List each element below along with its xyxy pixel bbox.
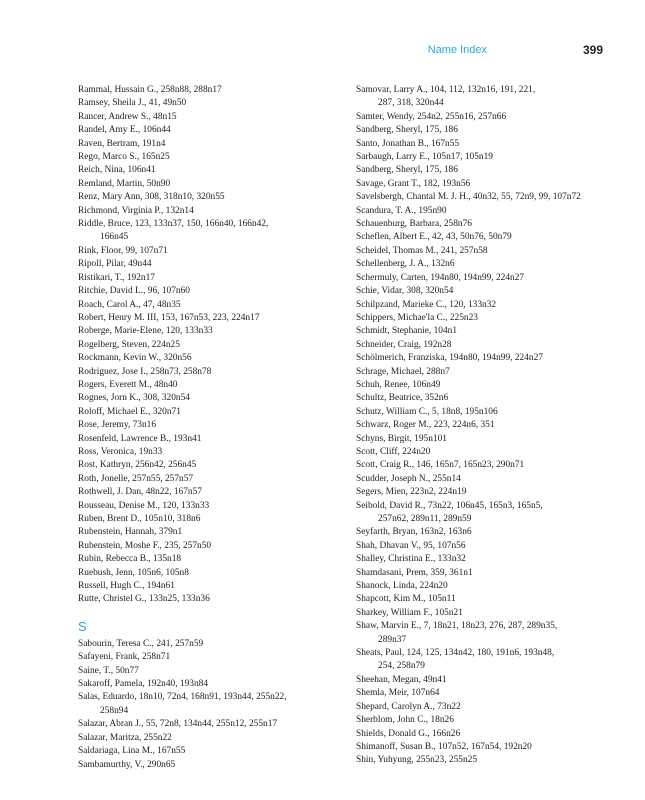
index-entry: Ristikari, T., 192n17	[78, 272, 155, 283]
index-entry: Schrage, Michael, 288n7	[356, 366, 450, 377]
index-entry: Scudder, Joseph N., 255n14	[356, 473, 461, 484]
index-entry: Renz, Mary Ann, 308, 318n10, 320n55	[78, 192, 225, 203]
index-entry: Santo, Jonathan B., 167n55	[356, 138, 460, 149]
page-number: 399	[582, 43, 603, 57]
index-entry: Russell, Hugh C., 194n61	[78, 581, 175, 592]
index-entry: Shemla, Meir, 107n64	[356, 688, 440, 699]
index-entry: Sheats, Paul, 124, 125, 134n42, 180, 191n6, 193n48,	[356, 648, 555, 659]
index-entry: Shalley, Christina E., 133n32	[356, 554, 466, 565]
index-entry: Shin, Yuhyung, 255n23, 255n25	[356, 755, 478, 766]
index-entry: Rockmann, Kevin W., 320n56	[78, 353, 192, 364]
index-entry: Schwarz, Roger M., 223, 224n6, 351	[356, 420, 495, 431]
index-entry: Rubin, Rebecca B., 135n18	[78, 554, 182, 565]
index-entry: Seyfarth, Bryan, 163n2, 163n6	[356, 527, 472, 538]
index-entry: Rost, Kathryn, 256n42, 256n45	[78, 460, 197, 471]
index-entry: Shepard, Carolyn A., 73n22	[356, 701, 461, 712]
index-entry: Sharkey, William F., 105n21	[356, 607, 463, 618]
index-entry: Schyns, Birgit, 195n101	[356, 433, 447, 444]
index-entry: Rodriguez, Jose I., 258n73, 258n78	[78, 366, 212, 377]
index-entry: Schauenburg, Barbara, 258n76	[356, 219, 472, 230]
index-entry: Ross, Veronica, 19n33	[78, 446, 163, 457]
index-entry: Randel, Amy E., 106n44	[78, 125, 171, 136]
right-entries-list	[356, 84, 618, 768]
index-entry: Rogers, Everett M., 48n40	[78, 379, 178, 390]
index-entry: Ruebush, Jenn, 105n6, 105n8	[78, 567, 189, 578]
index-entry: Rego, Marco S., 165n25	[78, 152, 170, 163]
index-entry: Savage, Grant T., 182, 193n56	[356, 178, 471, 189]
index-entry: Rothwell, J. Dan, 48n22, 167n57	[78, 487, 202, 498]
index-entry: Rancer, Andrew S., 48n15	[78, 111, 177, 122]
index-entry-continuation: 254, 258n79	[378, 661, 425, 672]
r-entries-list	[78, 84, 333, 607]
index-columns	[78, 84, 623, 774]
index-entry: Ramsey, Sheila J., 41, 49n50	[78, 98, 187, 109]
index-entry: Sherblom, John C., 18n26	[356, 715, 454, 726]
index-entry: Scott, Cliff, 224n20	[356, 446, 431, 457]
index-entry: Salas, Eduardo, 18n10, 72n4, 168n91, 193n44, 255n22,	[78, 692, 287, 703]
index-entry: Schneider, Craig, 192n28	[356, 339, 452, 350]
right-column	[356, 84, 618, 768]
index-entry-continuation: 287, 318, 320n44	[378, 98, 444, 109]
index-entry: Ruben, Brent D., 105n10, 318n6	[78, 514, 201, 524]
index-entry-continuation: 289n37	[378, 634, 407, 645]
index-entry: Schermuly, Carten, 194n80, 194n99, 224n27	[356, 272, 525, 283]
page-header	[0, 42, 645, 60]
index-entry: Scheflen, Albert E., 42, 43, 50n76, 50n79	[356, 232, 512, 243]
index-entry: Reich, Nina, 106n41	[78, 165, 156, 176]
index-entry: Sandberg, Sheryl, 175, 186	[356, 165, 458, 176]
index-entry: Ritchie, David L., 96, 107n60	[78, 286, 190, 297]
index-entry: Schölmerich, Franziska, 194n80, 194n99, 224n27	[356, 353, 543, 364]
index-entry: Schilpzand, Marieke C., 120, 133n32	[356, 299, 497, 310]
index-entry: Roloff, Michael E., 320n71	[78, 406, 181, 417]
index-entry: Samovar, Larry A., 104, 112, 132n16, 191, 221,	[356, 85, 536, 95]
index-entry: Rutte, Christel G., 133n25, 133n36	[78, 594, 210, 605]
index-entry: Savelsbergh, Chantal M. J. H., 40n32, 55, 72n9, 99, 107n72	[356, 192, 581, 203]
index-entry: Scandura, T. A., 195n90	[356, 205, 447, 216]
index-entry: Remland, Martin, 50n90	[78, 178, 171, 189]
index-entry: Schippers, Michae'la C., 225n23	[356, 312, 478, 323]
index-entry: Sabourin, Teresa C., 241, 257n59	[78, 638, 204, 649]
index-entry-continuation: 166n45	[100, 232, 129, 243]
index-entry: Segers, Mien, 223n2, 224n19	[356, 487, 467, 498]
index-entry: Richmond, Virginia P., 132n14	[78, 205, 194, 216]
index-entry: Raven, Bertram, 191n4	[78, 138, 166, 149]
section-title: Name Index	[427, 44, 487, 56]
index-entry: Schuh, Renee, 106n49	[356, 379, 441, 390]
index-entry-continuation: 258n94	[100, 705, 129, 716]
index-entry: Rose, Jeremy, 73n16	[78, 420, 157, 431]
index-entry: Saine, T., 50n77	[78, 665, 139, 676]
index-entry: Schmidt, Stephanie, 104n1	[356, 326, 458, 337]
index-entry-continuation: 257n62, 289n11, 289n59	[378, 514, 472, 524]
index-entry: Shaw, Marvin E., 7, 18n21, 18n23, 276, 287, 289n35,	[356, 621, 558, 632]
index-entry: Sakaroff, Pamela, 192n40, 193n84	[78, 679, 209, 690]
index-entry: Rogelberg, Steven, 224n25	[78, 339, 180, 350]
index-entry: Schultz, Beatrice, 352n6	[356, 393, 449, 404]
index-entry: Roach, Carol A., 47, 48n35	[78, 299, 181, 310]
index-entry: Riddle, Bruce, 123, 133n37, 150, 166n40, 166n42,	[78, 219, 269, 230]
s-entries-list	[78, 638, 333, 772]
index-entry: Rink, Floor, 99, 107n71	[78, 245, 168, 256]
index-entry: Sheehan, Megan, 49n41	[356, 674, 447, 685]
letter-heading-s: S	[78, 618, 87, 634]
index-entry: Robert, Henry M. III, 153, 167n53, 223, 224n17	[78, 312, 260, 323]
index-entry: Sarbaugh, Larry E., 105n17, 105n19	[356, 152, 493, 163]
index-entry: Sandberg, Sheryl, 175, 186	[356, 125, 458, 136]
index-entry: Schellenberg, J. A., 132n6	[356, 259, 455, 270]
index-entry: Safayeni, Frank, 258n71	[78, 652, 171, 663]
index-entry: Shanock, Linda, 224n20	[356, 581, 448, 592]
index-entry: Rognes, Jorn K., 308, 320n54	[78, 393, 190, 404]
index-entry: Rosenfeld, Lawrence B., 193n41	[78, 433, 202, 444]
index-entry: Rousseau, Denise M., 120, 133n33	[78, 500, 210, 511]
index-entry: Shimanoff, Susan B., 107n52, 167n54, 192n20	[356, 741, 532, 752]
index-entry: Rubenstein, Moshe F., 235, 257n50	[78, 540, 212, 551]
index-entry: Salazar, Abran J., 55, 72n8, 134n44, 255n12, 255n17	[78, 719, 278, 730]
index-entry: Scheidel, Thomas M., 241, 257n58	[356, 245, 488, 256]
index-entry: Shields, Donald G., 166n26	[356, 728, 461, 739]
index-entry: Shah, Dhavan V., 95, 107n56	[356, 540, 466, 551]
left-column	[78, 84, 333, 772]
index-entry: Ripoll, Pilar, 49n44	[78, 259, 152, 270]
index-entry: Samter, Wendy, 254n2, 255n16, 257n66	[356, 111, 507, 122]
index-entry: Schie, Vidar, 308, 320n54	[356, 286, 454, 297]
index-entry: Roberge, Marie-Elene, 120, 133n33	[78, 326, 213, 337]
index-entry: Sambamurthy, V., 290n65	[78, 759, 176, 770]
index-entry: Rubenstein, Hannah, 379n1	[78, 527, 183, 538]
index-entry: Shapcott, Kim M., 105n11	[356, 594, 456, 605]
index-entry: Schutz, William C., 5, 18n8, 195n106	[356, 406, 498, 417]
index-entry: Saldariaga, Lina M., 167n55	[78, 746, 186, 757]
index-entry: Roth, Jonelle, 257n55, 257n57	[78, 473, 194, 484]
index-entry: Rammal, Hussain G., 258n88, 288n17	[78, 85, 222, 95]
index-entry: Salazar, Maritza, 255n22	[78, 732, 172, 743]
index-entry: Seibold, David R., 73n22, 106n45, 165n3, 165n5,	[356, 500, 543, 511]
index-entry: Scott, Craig R., 146, 165n7, 165n23, 290n71	[356, 460, 525, 471]
index-entry: Shamdasani, Prem, 359, 361n1	[356, 567, 473, 578]
